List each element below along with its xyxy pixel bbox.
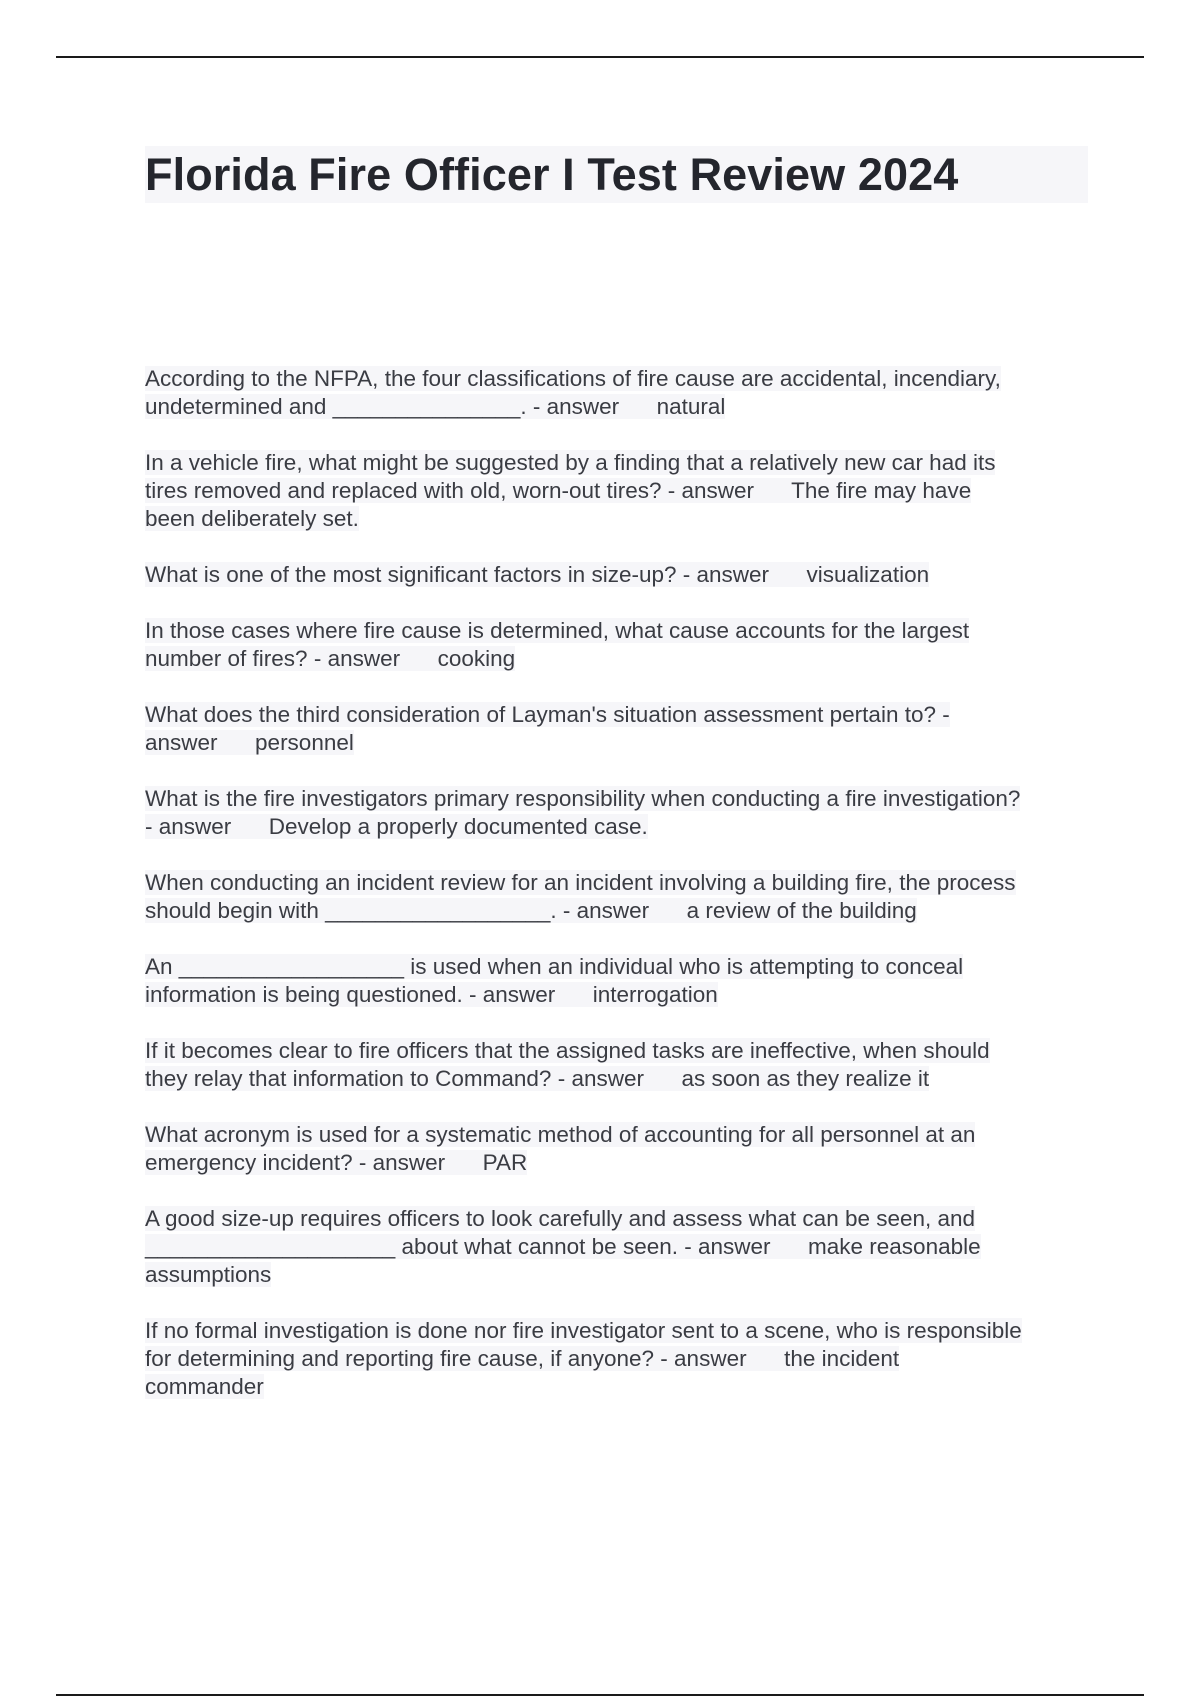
- top-rule: [56, 56, 1144, 58]
- question-line: [145, 1317, 1090, 1345]
- question-answer-item: [145, 701, 1090, 757]
- question-line: [145, 1233, 1090, 1261]
- bottom-rule: [56, 1694, 1144, 1696]
- question-line-text: If no formal investigation is done nor fire investigator sent to a scene, who is responsible: [145, 1318, 1022, 1343]
- question-line-text: What acronym is used for a systematic method of accounting for all personnel at an: [145, 1122, 976, 1147]
- question-line-text: In those cases where fire cause is determined, what cause accounts for the largest: [145, 618, 970, 643]
- question-line-text: they relay that information to Command? - answer as soon as they realize it: [145, 1066, 930, 1091]
- question-line-text: ____________________ about what cannot be seen. - answer make reasonable: [145, 1234, 981, 1259]
- question-line-text: answer personnel: [145, 730, 354, 755]
- question-answer-item: [145, 1037, 1090, 1093]
- question-answer-item: [145, 449, 1090, 533]
- question-line-text: A good size-up requires officers to look carefully and assess what can be seen, and: [145, 1206, 976, 1231]
- question-answer-item: [145, 561, 1090, 589]
- question-line-text: emergency incident? - answer PAR: [145, 1150, 528, 1175]
- question-line: [145, 785, 1090, 813]
- question-line: [145, 813, 1090, 841]
- question-line: [145, 1149, 1090, 1177]
- question-line: [145, 393, 1090, 421]
- question-line: [145, 1205, 1090, 1233]
- question-line-text: If it becomes clear to fire officers that the assigned tasks are ineffective, when should: [145, 1038, 990, 1063]
- question-line: [145, 1037, 1090, 1065]
- question-line-text: should begin with __________________. - answer a review of the building: [145, 898, 917, 923]
- question-line: [145, 1373, 1090, 1401]
- question-line-text: What is the fire investigators primary responsibility when conducting a fire investigation?: [145, 786, 1021, 811]
- question-answer-item: [145, 953, 1090, 1009]
- question-line-text: been deliberately set.: [145, 506, 359, 531]
- question-line: [145, 1261, 1090, 1289]
- question-line: [145, 1121, 1090, 1149]
- question-line: [145, 365, 1090, 393]
- question-line-text: undetermined and _______________. - answer natural: [145, 394, 726, 419]
- question-line: [145, 449, 1090, 477]
- question-line-text: - answer Develop a properly documented case.: [145, 814, 648, 839]
- document-title: Florida Fire Officer I Test Review 2024: [145, 149, 959, 200]
- question-line-text: number of fires? - answer cooking: [145, 646, 516, 671]
- question-line: [145, 729, 1090, 757]
- question-line-text: In a vehicle fire, what might be suggested by a finding that a relatively new car had its: [145, 450, 996, 475]
- question-answer-item: [145, 1121, 1090, 1177]
- question-line-text: What is one of the most significant factors in size-up? - answer visualization: [145, 562, 930, 587]
- question-answer-item: [145, 785, 1090, 841]
- question-line: [145, 953, 1090, 981]
- question-line-text: tires removed and replaced with old, worn-out tires? - answer The fire may have: [145, 478, 972, 503]
- question-line: [145, 1065, 1090, 1093]
- question-line-text: What does the third consideration of Layman's situation assessment pertain to? -: [145, 702, 950, 727]
- question-answer-item: [145, 869, 1090, 925]
- question-line-text: commander: [145, 1374, 264, 1399]
- question-answer-item: [145, 1205, 1090, 1289]
- question-line-text: information is being questioned. - answer interrogation: [145, 982, 718, 1007]
- question-line: [145, 1345, 1090, 1373]
- question-list: [145, 365, 1090, 1429]
- question-line: [145, 617, 1090, 645]
- question-line-text: According to the NFPA, the four classifications of fire cause are accidental, incendiary,: [145, 366, 1001, 391]
- question-line: [145, 477, 1090, 505]
- question-line-text: for determining and reporting fire cause, if anyone? - answer the incident: [145, 1346, 900, 1371]
- question-line: [145, 981, 1090, 1009]
- question-line: [145, 897, 1090, 925]
- question-line-text: When conducting an incident review for an incident involving a building fire, the process: [145, 870, 1016, 895]
- question-line-text: An __________________ is used when an individual who is attempting to conceal: [145, 954, 964, 979]
- question-line: [145, 505, 1090, 533]
- question-answer-item: [145, 365, 1090, 421]
- question-line-text: assumptions: [145, 1262, 272, 1287]
- question-line: [145, 645, 1090, 673]
- question-line: [145, 869, 1090, 897]
- question-line: [145, 561, 1090, 589]
- question-line: [145, 701, 1090, 729]
- question-answer-item: [145, 1317, 1090, 1401]
- question-answer-item: [145, 617, 1090, 673]
